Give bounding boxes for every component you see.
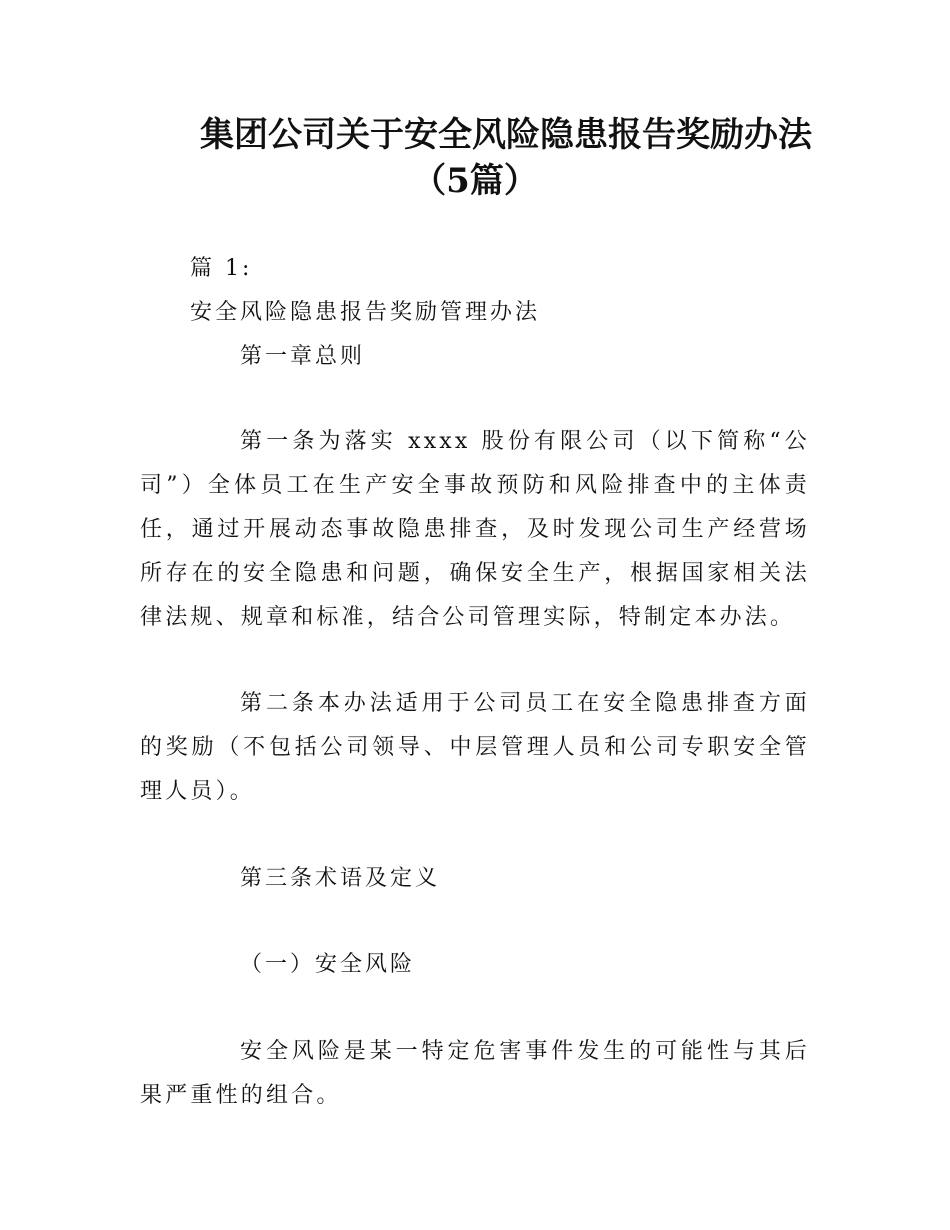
article-3-heading: 第三条术语及定义 (240, 866, 441, 891)
document-title-line2: （5篇） (412, 161, 538, 201)
article-1-paragraph: 第一条为落实 xxxx 股份有限公司（以下简称“公司”）全体员工在生产安全事故预防和风险排查中的主体责任，通过开展动态事故隐患排查，及时发现公司生产经营场所存在的安全隐患和问题，确保安全生产，根据国家相关法律法规、规章和标准，结合公司管理实际，特制定本办法。 (140, 429, 810, 630)
chapter-heading: 第一章总则 (240, 344, 366, 369)
article-2-paragraph: 第二条本办法适用于公司员工在安全隐患排查方面的奖励（不包括公司领导、中层管理人员和公司专职安全管理人员）。 (140, 691, 810, 804)
item-1-paragraph: 安全风险是某一特定危害事件发生的可能性与其后果严重性的组合。 (140, 1039, 810, 1108)
section-label: 篇 1: (190, 256, 253, 281)
document-title-line1: 集团公司关于安全风险隐患报告奖励办法 (200, 115, 812, 155)
document-subtitle: 安全风险隐患报告奖励管理办法 (190, 300, 541, 325)
item-1-heading: （一）安全风险 (240, 952, 416, 977)
